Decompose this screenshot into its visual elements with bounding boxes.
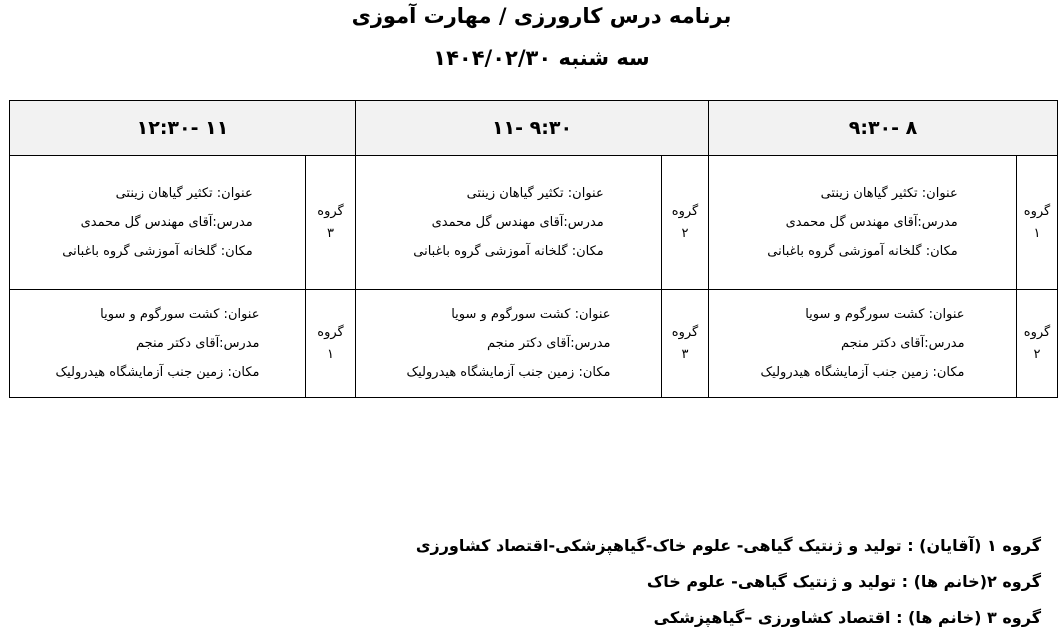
session-location: مکان: گلخانه آموزشی گروه باغبانی	[413, 244, 604, 259]
session-cell	[10, 290, 306, 398]
group-number: ۳	[327, 225, 334, 241]
group-label: گروه	[1023, 324, 1051, 340]
session-instructor: مدرس:آقای مهندس گل محمدی	[785, 215, 958, 230]
group-cell	[306, 290, 356, 398]
group-number: ۱	[327, 346, 334, 362]
session-location: مکان: گلخانه آموزشی گروه باغبانی	[62, 244, 253, 259]
group-cell	[1017, 156, 1058, 290]
group-number: ۲	[681, 225, 689, 241]
session-title: عنوان: کشت سورگوم و سویا	[805, 307, 965, 322]
session-location: مکان: زمین جنب آزمایشگاه هیدرولیک	[406, 365, 611, 380]
session-title: عنوان: کشت سورگوم و سویا	[100, 307, 260, 322]
session-instructor: مدرس:آقای دکتر منجم	[486, 336, 611, 351]
group-cell	[306, 156, 356, 290]
group-note-3: گروه ۳ (خانم ها) : اقتصاد کشاورزی –گیاهپزشکی	[653, 608, 1041, 627]
group-number: ۲	[1033, 346, 1041, 362]
group-label: گروه	[1023, 203, 1051, 219]
group-label: گروه	[317, 203, 344, 219]
group-number: ۱	[1033, 225, 1041, 241]
time-slot-2: ۹:۳۰ -۱۱	[356, 101, 709, 156]
session-cell	[356, 156, 662, 290]
time-slot-header-row	[10, 101, 1058, 156]
group-note-2: گروه ۲(خانم ها) : تولید و ژنتیک گیاهی- علوم خاک	[646, 572, 1041, 591]
group-notes	[416, 528, 1041, 636]
group-label: گروه	[671, 203, 699, 219]
group-label: گروه	[317, 324, 344, 340]
group-label: گروه	[671, 324, 699, 340]
session-instructor: مدرس:آقای مهندس گل محمدی	[80, 215, 253, 230]
session-location: مکان: زمین جنب آزمایشگاه هیدرولیک	[55, 365, 260, 380]
date-line: سه شنبه ۱۴۰۴/۰۲/۳۰	[433, 46, 650, 70]
group-cell	[662, 156, 709, 290]
session-cell	[10, 156, 306, 290]
page-title: برنامه درس کارورزی / مهارت آموزی	[351, 4, 732, 28]
session-title: عنوان: تکثیر گیاهان زینتی	[115, 186, 253, 201]
schedule-table	[9, 100, 1058, 398]
session-location: مکان: گلخانه آموزشی گروه باغبانی	[767, 244, 958, 259]
session-cell	[709, 290, 1017, 398]
time-slot-3: ۱۱ -۱۲:۳۰	[10, 101, 356, 156]
session-location: مکان: زمین جنب آزمایشگاه هیدرولیک	[760, 365, 965, 380]
time-slot-1: ۸ -۹:۳۰	[709, 101, 1058, 156]
session-instructor: مدرس:آقای مهندس گل محمدی	[431, 215, 604, 230]
session-cell	[356, 290, 662, 398]
table-row	[10, 156, 1058, 290]
session-cell	[709, 156, 1017, 290]
group-note-1: گروه ۱ (آقایان) : تولید و ژنتیک گیاهی- علوم خاک-گیاهپزشکی-اقتصاد کشاورزی	[415, 536, 1041, 555]
group-cell	[1017, 290, 1058, 398]
session-instructor: مدرس:آقای دکتر منجم	[135, 336, 260, 351]
group-number: ۳	[681, 346, 689, 362]
session-instructor: مدرس:آقای دکتر منجم	[840, 336, 965, 351]
table-row	[10, 290, 1058, 398]
session-title: عنوان: کشت سورگوم و سویا	[451, 307, 611, 322]
group-cell	[662, 290, 709, 398]
session-title: عنوان: تکثیر گیاهان زینتی	[466, 186, 604, 201]
session-title: عنوان: تکثیر گیاهان زینتی	[820, 186, 958, 201]
